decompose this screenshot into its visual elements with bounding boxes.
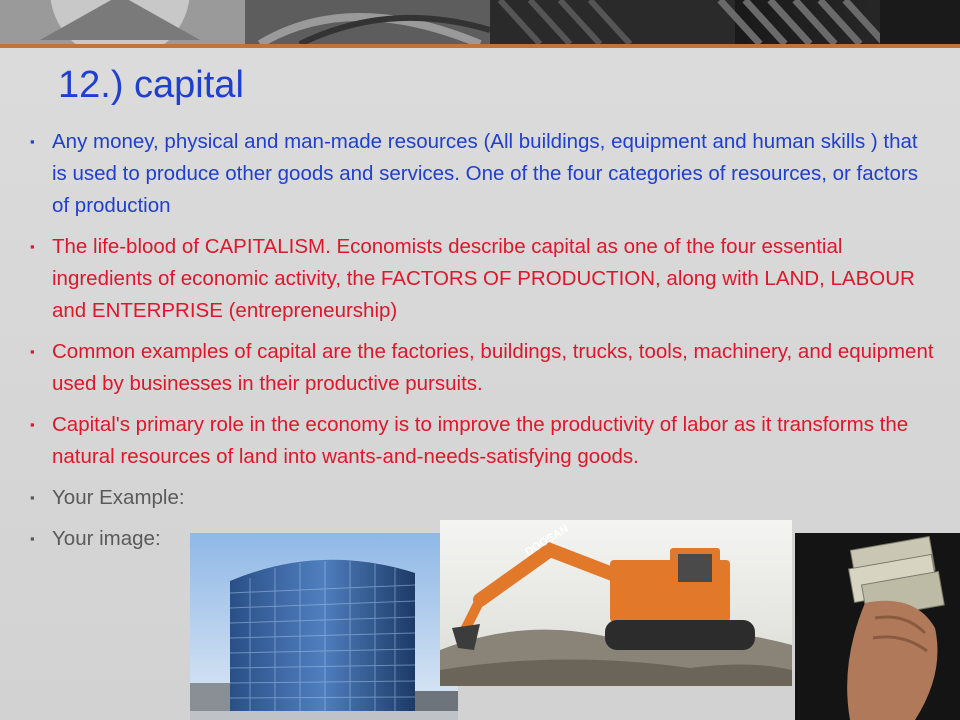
slide-title: 12.) capital: [58, 64, 244, 106]
square-bullet-icon: ▪: [30, 134, 35, 149]
bullet-list: [30, 126, 935, 564]
bullet-item-role: [30, 409, 935, 473]
bullet-text: Your image:: [52, 527, 161, 550]
money-in-hand-image: [795, 533, 960, 720]
excavator-brand-label: DOOSAN: [523, 522, 571, 559]
square-bullet-icon: ▪: [30, 531, 35, 546]
bullet-item-capitalism: [30, 231, 935, 327]
bullet-text: Any money, physical and man-made resources (All buildings, equipment and human skills ) that is used to produce other goods and services. One of the four categories of resources, or factors of production: [52, 130, 919, 217]
bullet-item-your-example: [30, 482, 935, 514]
square-bullet-icon: ▪: [30, 417, 35, 432]
bullet-text: Your Example:: [52, 486, 185, 509]
square-bullet-icon: ▪: [30, 239, 35, 254]
bullet-text: The life-blood of CAPITALISM. Economists describe capital as one of the four essential ingredients of economic activity, the FACTORS OF PRODUCTION, along with LAND, LABOUR and ENTERPRISE (entrepreneurship): [52, 235, 915, 322]
excavator-image: [440, 520, 792, 686]
header-banner-image: [0, 0, 960, 44]
bullet-text: Capital's primary role in the economy is to improve the productivity of labor as it transforms the natural resources of land into wants-and-needs-satisfying goods.: [52, 413, 909, 468]
bullet-text: Common examples of capital are the factories, buildings, trucks, tools, machinery, and equipment used by businesses in their productive pursuits.: [52, 340, 934, 395]
bullet-item-definition: [30, 126, 935, 222]
square-bullet-icon: ▪: [30, 344, 35, 359]
tire-banner-graphic: [0, 0, 960, 44]
office-building-image: [190, 533, 458, 720]
accent-divider: [0, 44, 960, 48]
square-bullet-icon: ▪: [30, 490, 35, 505]
bullet-item-examples: [30, 336, 935, 400]
